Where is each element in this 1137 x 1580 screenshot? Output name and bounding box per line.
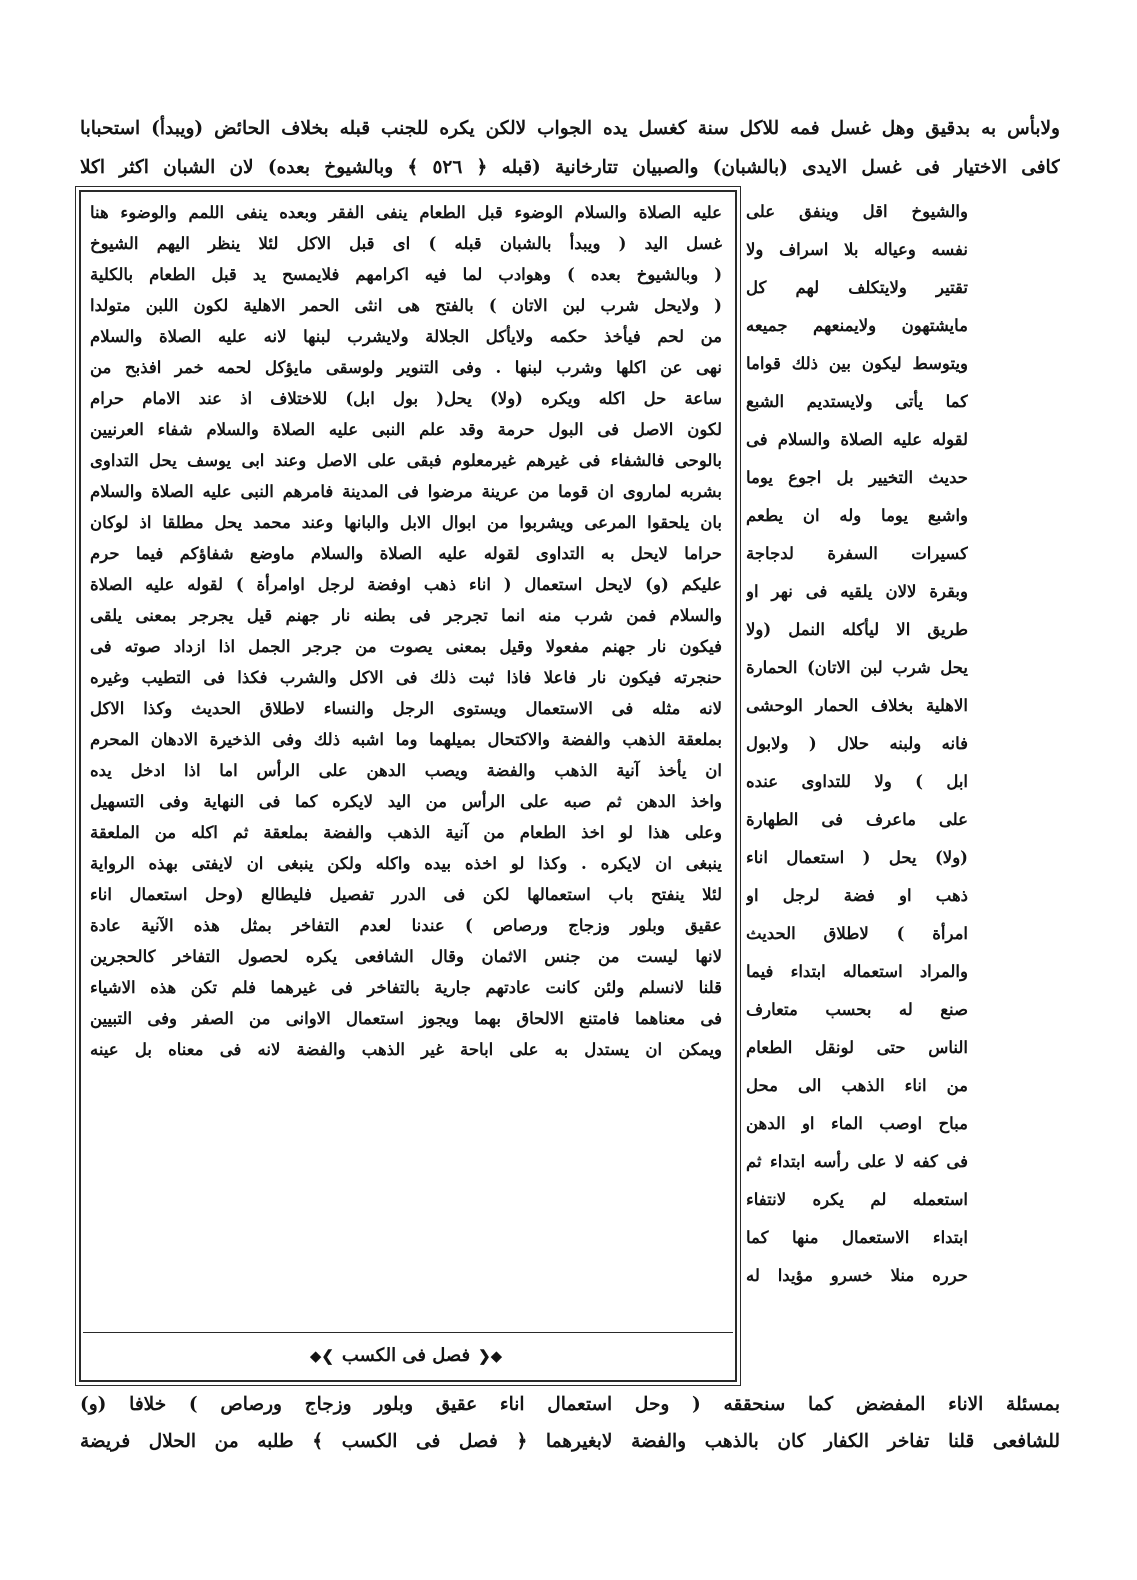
side-line: حديث التخيير بل اجوع يوما: [746, 468, 968, 487]
side-line: ويتوسط ليكون بين ذلك قواما: [746, 354, 968, 373]
side-line: وبقرة لالان يلقيه فى نهر او: [746, 582, 968, 601]
commentary-line: عليكم (و) لايحل استعمال ( اناء ذهب اوفضة لرجل اوامرأة ) لقوله عليه الصلاة: [90, 575, 722, 594]
side-line: كسيرات السفرة لدجاجة: [746, 544, 968, 563]
commentary-line: حنجرته فيكون نار فاعلا فاذا ثبت ذلك فى الاكل والشرب فكذا فى التطيب وغيره: [90, 668, 722, 687]
side-line: من اناء الذهب الى محل: [746, 1076, 968, 1095]
side-line: حرره منلا خسرو مؤيدا له: [746, 1266, 968, 1285]
commentary-line: فيكون نار جهنم مفعولا وقيل بمعنى يصوت من جرجر الجمل اذا ازداد صوته فى: [90, 637, 722, 656]
side-line: صنع له بحسب متعارف: [746, 1000, 968, 1019]
commentary-line: لانه مثله فى الاستعمال ويستوى الرجل والنساء لاطلاق الحديث وكذا الاكل: [90, 699, 722, 718]
commentary-line: نهى عن اكلها وشرب لبنها . وفى التنوير ولوسقى مايؤكل لحمه خمر افذبح من: [90, 358, 722, 377]
commentary-line: لكون الاصل فى البول حرمة وقد علم النبى عليه الصلاة والسلام شفاء العرنيين: [90, 420, 722, 439]
commentary-line: واخذ الدهن ثم صبه على الرأس من اليد لايكره كما فى النهاية وفى التسهيل: [90, 792, 722, 811]
side-line: فى كفه لا على رأسه ابتداء ثم: [746, 1152, 968, 1171]
commentary-line: بملعقة الذهب والفضة والاكتحال بميلهما وما اشبه ذلك وفى الذخيرة الادهان المحرم: [90, 730, 722, 749]
bottom-line: للشافعى قلنا تفاخر الكفار كان بالذهب والفضة لابغيرهما ﴿ فصل فى الكسب ﴾ طلبه من الحلال فريضة: [80, 1431, 1060, 1452]
bottom-line: بمسئلة الاناء المفضض كما سنحققه ( وحل استعمال اناء عقيق وبلور وزجاج ورصاص ) خلافا (و): [80, 1394, 1060, 1415]
top-line: ولابأس به بدقيق وهل غسل فمه للاكل سنة كغسل يده الجواب لالكن يكره للجنب قبله بخلاف الحائض (ويبدأ) استحبابا: [80, 118, 1060, 139]
side-line: مباح اوصب الماء او الدهن: [746, 1114, 968, 1133]
commentary-line: فى معناهما فامتنع الالحاق بهما ويجوز استعمال الاوانى من الصفر وفى التبيين: [90, 1009, 722, 1028]
commentary-line: حراما لايحل به التداوى لقوله عليه الصلاة والسلام ماوضع شفاؤكم فيما حرم: [90, 544, 722, 563]
side-line: (ولا) يحل ( استعمال اناء: [746, 848, 968, 867]
commentary-line: بالوحى فالشفاء فى غيرهم غيرمعلوم فبقى على الاصل وعند ابى يوسف يحل التداوى: [90, 451, 722, 470]
side-line: امرأة ) لاطلاق الحديث: [746, 924, 968, 943]
side-line: واشبع يوما وله ان يطعم: [746, 506, 968, 525]
section-heading-text: فصل فى الكسب: [341, 1345, 471, 1366]
section-divider: [83, 1332, 733, 1333]
side-line: تقتير ولايتكلف لهم كل: [746, 278, 968, 297]
top-line-with-page-number: كافى الاختيار فى غسل الايدى (بالشبان) والصبيان تتارخانية (قبله ﴿ ٥٢٦ ﴾ وبالشيوخ بعده) لان الشبان اكثر اكلا: [80, 157, 1060, 178]
side-line: ابل ) ولا للتداوى عنده: [746, 772, 968, 791]
commentary-line: وعلى هذا لو اخذ الطعام من آنية الذهب والفضة بملعقة ثم اكله من الملعقة: [90, 823, 722, 842]
commentary-line: لئلا ينفتح باب استعمالها لكن فى الدرر تفصيل فليطالع (وحل استعمال اناء: [90, 885, 722, 904]
commentary-line: قلنا لانسلم ولئن كانت عادتهم جارية بالتفاخر فى غيرهما فلم تكن هذه الاشياء: [90, 978, 722, 997]
side-line: لقوله عليه الصلاة والسلام فى: [746, 430, 968, 449]
side-line: استعمله لم يكره لانتفاء: [746, 1190, 968, 1209]
commentary-line: بان يلحقوا المرعى ويشربوا من ابوال الابل والبانها وعند محمد يحل مطلقا اذ لوكان: [90, 513, 722, 532]
side-line: كما يأتى ولايستديم الشبع: [746, 392, 968, 411]
side-line: الاهلية بخلاف الحمار الوحشى: [746, 696, 968, 715]
side-line: ذهب او فضة لرجل او: [746, 886, 968, 905]
section-heading: [79, 1336, 733, 1376]
side-line: يحل شرب لبن الاتان) الحمارة: [746, 658, 968, 677]
commentary-line: من لحم فيأخذ حكمه ولايأكل الجلالة ولايشرب لبنها لانه عليه الصلاة والسلام: [90, 327, 722, 346]
commentary-line: بشربه لماروى ان قوما من عرينة مرضوا فى المدينة فامرهم النبى عليه الصلاة والسلام: [90, 482, 722, 501]
side-line: على ماعرف فى الطهارة: [746, 810, 968, 829]
commentary-line: ينبغى ان لايكره . وكذا لو اخذه بيده واكله ولكن ينبغى ان لايفتى بهذه الرواية: [90, 854, 722, 873]
side-line: فانه ولبنه حلال ( ولابول: [746, 734, 968, 753]
side-line: والمراد استعماله ابتداء فيما: [746, 962, 968, 981]
commentary-line: ويمكن ان يستدل به على اباحة غير الذهب والفضة لانه فى معناه بل عينه: [90, 1040, 722, 1059]
side-line: طريق الا ليأكله النمل (ولا: [746, 620, 968, 639]
commentary-line: ساعة حل اكله ويكره (ولا) يحل( بول ابل) للاختلاف اذ عند الامام حرام: [90, 389, 722, 408]
commentary-line: عليه الصلاة والسلام الوضوء قبل الطعام ينفى الفقر وبعده ينفى اللمم والوضوء هنا: [90, 203, 722, 222]
ornament-icon: ◆❮: [478, 1347, 503, 1365]
commentary-line: عقيق وبلور وزجاج ورصاص ) عندنا لعدم التفاخر بمثل هذه الآنية عادة: [90, 916, 722, 935]
side-line: مايشتهون ولايمنعهم جميعه: [746, 316, 968, 335]
commentary-line: ان يأخذ آنية الذهب والفضة ويصب الدهن على الرأس اما اذا ادخل يده: [90, 761, 722, 780]
commentary-line: لانها ليست من جنس الاثمان وقال الشافعى يكره لحصول التفاخر كالحجرين: [90, 947, 722, 966]
ornament-icon: ❯◆: [309, 1347, 334, 1365]
side-line: والشيوخ اقل وينفق على: [746, 202, 968, 221]
side-line: نفسه وعياله بلا اسراف ولا: [746, 240, 968, 259]
commentary-line: والسلام فمن شرب منه انما تجرجر فى بطنه نار جهنم قيل يجرجر بمعنى يلقى: [90, 606, 722, 625]
side-line: الناس حتى لونقل الطعام: [746, 1038, 968, 1057]
side-line: ابتداء الاستعمال منها كما: [746, 1228, 968, 1247]
commentary-line: غسل اليد ( ويبدأ بالشبان قبله ) اى قبل الاكل لئلا ينظر اليهم الشيوخ: [90, 234, 722, 253]
commentary-line: ( ولايحل شرب لبن الاتان ) بالفتح هى انثى الحمر الاهلية لكون اللبن متولدا: [90, 296, 722, 315]
commentary-line: ( وبالشيوخ بعده ) وهوادب لما فيه اكرامهم فلايمسح يد قبل الطعام بالكلية: [90, 265, 722, 284]
